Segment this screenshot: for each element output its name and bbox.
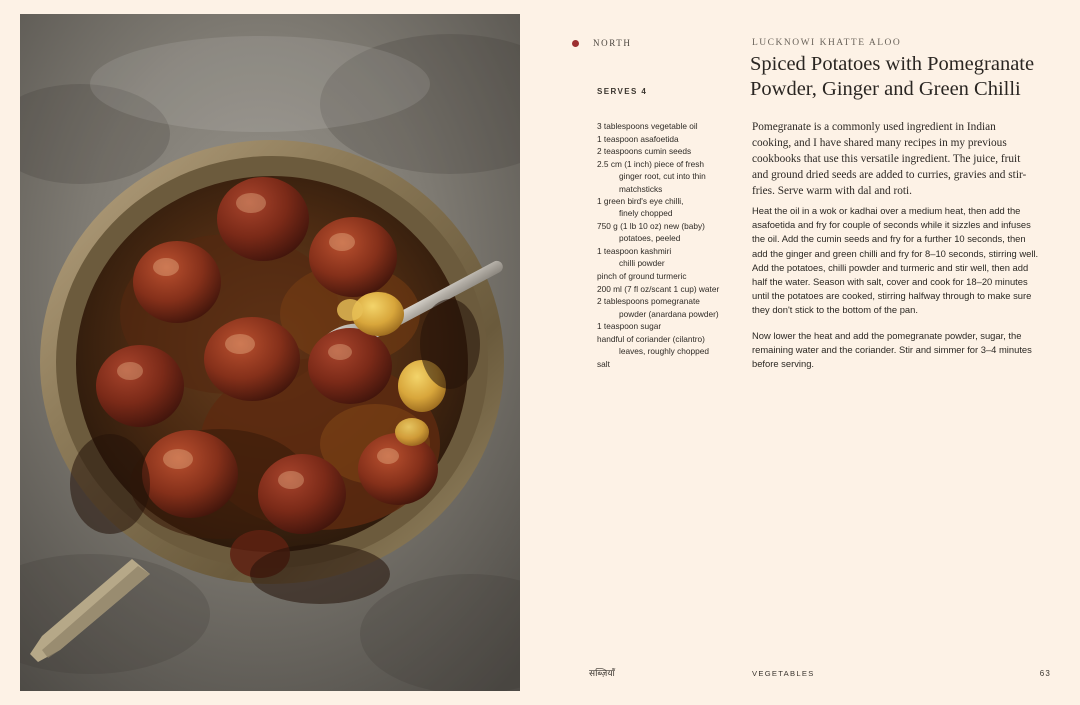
ingredient-text: 750 g (1 lb 10 oz) new (baby) <box>597 221 705 232</box>
list-item <box>597 133 745 145</box>
ingredient-text: 1 teaspoon sugar <box>597 321 662 332</box>
list-item <box>597 120 745 132</box>
right-text-page <box>540 0 1080 705</box>
list-item <box>597 195 745 219</box>
list-item <box>597 320 745 332</box>
region-marker <box>572 38 631 48</box>
ingredient-text: 1 teaspoon kashmiri <box>597 246 672 257</box>
method-paragraph: Heat the oil in a wok or kadhai over a medium heat, then add the asafoetida and fry for couple of seconds while it sizzles and infuses the oil. Add the cumin seeds and fry for a further 10 seconds, then add the ginger and green chilli and fry for 8–10 seconds, stirring well. Add the potatoes, chilli powder and turmeric and stir well, then add half the water. Season with salt, cover and cook for 18–20 minutes until the potatoes are cooked, stirring halfway through to make sure they don't stick to the bottom of the pan. <box>752 205 1039 316</box>
ingredient-text: 3 tablespoons vegetable oil <box>597 121 698 131</box>
list-item <box>597 220 745 244</box>
region-label: NORTH <box>593 38 632 48</box>
list-item <box>597 145 745 157</box>
list-item <box>597 358 745 370</box>
footer-devanagari: सब्ज़ियाँ <box>589 669 615 679</box>
ingredient-text: handful of coriander (cilantro) <box>597 333 705 344</box>
footer-section-label: VEGETABLES <box>752 669 815 678</box>
list-item <box>597 295 745 319</box>
recipe-method <box>752 204 1040 382</box>
recipe-kicker: LUCKNOWI KHATTE ALOO <box>752 38 902 48</box>
list-item <box>597 283 745 295</box>
ingredient-text: 1 teaspoon asafoetida <box>597 133 679 144</box>
ingredient-text: pinch of ground turmeric <box>597 270 687 281</box>
list-item <box>597 270 745 282</box>
ingredient-text-cont: leaves, roughly chopped <box>619 346 709 357</box>
ingredient-text-cont: chilli powder <box>619 258 665 269</box>
list-item <box>597 158 745 195</box>
serves-label: SERVES 4 <box>597 87 648 96</box>
method-paragraph: Now lower the heat and add the pomegranate powder, sugar, the remaining water and the coriander. Stir and simmer for 3–4 minutes before serving. <box>752 329 1032 370</box>
ingredient-text-cont: powder (anardana powder) <box>619 308 719 319</box>
page-title: Spiced Potatoes with Pomegranate Powder, Ginger and Green Chilli <box>750 53 1035 100</box>
list-item <box>597 333 745 357</box>
ingredient-text: 2.5 cm (1 inch) piece of fresh <box>597 159 704 170</box>
recipe-photo <box>20 14 520 691</box>
region-dot-icon <box>572 40 579 47</box>
footer-page-number: 63 <box>1039 669 1051 678</box>
list-item <box>597 245 745 269</box>
ingredient-text: 200 ml (7 fl oz/scant 1 cup) water <box>597 283 720 294</box>
ingredients-list <box>597 120 745 371</box>
ingredient-text: 2 teaspoons cumin seeds <box>597 146 692 157</box>
ingredient-text: 1 green bird's eye chilli, <box>597 196 684 207</box>
ingredient-text-cont: finely chopped <box>619 208 673 219</box>
recipe-intro: Pomegranate is a commonly used ingredient in Indian cooking, and I have shared many recipes in my previous cookbooks that use this versatile ingredient. The juice, fruit and ground dried seeds are added to curries, gravies and stir-fries. Serve warm with dal and roti. <box>752 121 1027 198</box>
ingredient-text: salt <box>597 358 610 369</box>
ingredient-text-cont: potatoes, peeled <box>619 233 681 244</box>
ingredient-text-cont: ginger root, cut into thin matchsticks <box>619 171 706 194</box>
ingredient-text: 2 tablespoons pomegranate <box>597 296 700 307</box>
